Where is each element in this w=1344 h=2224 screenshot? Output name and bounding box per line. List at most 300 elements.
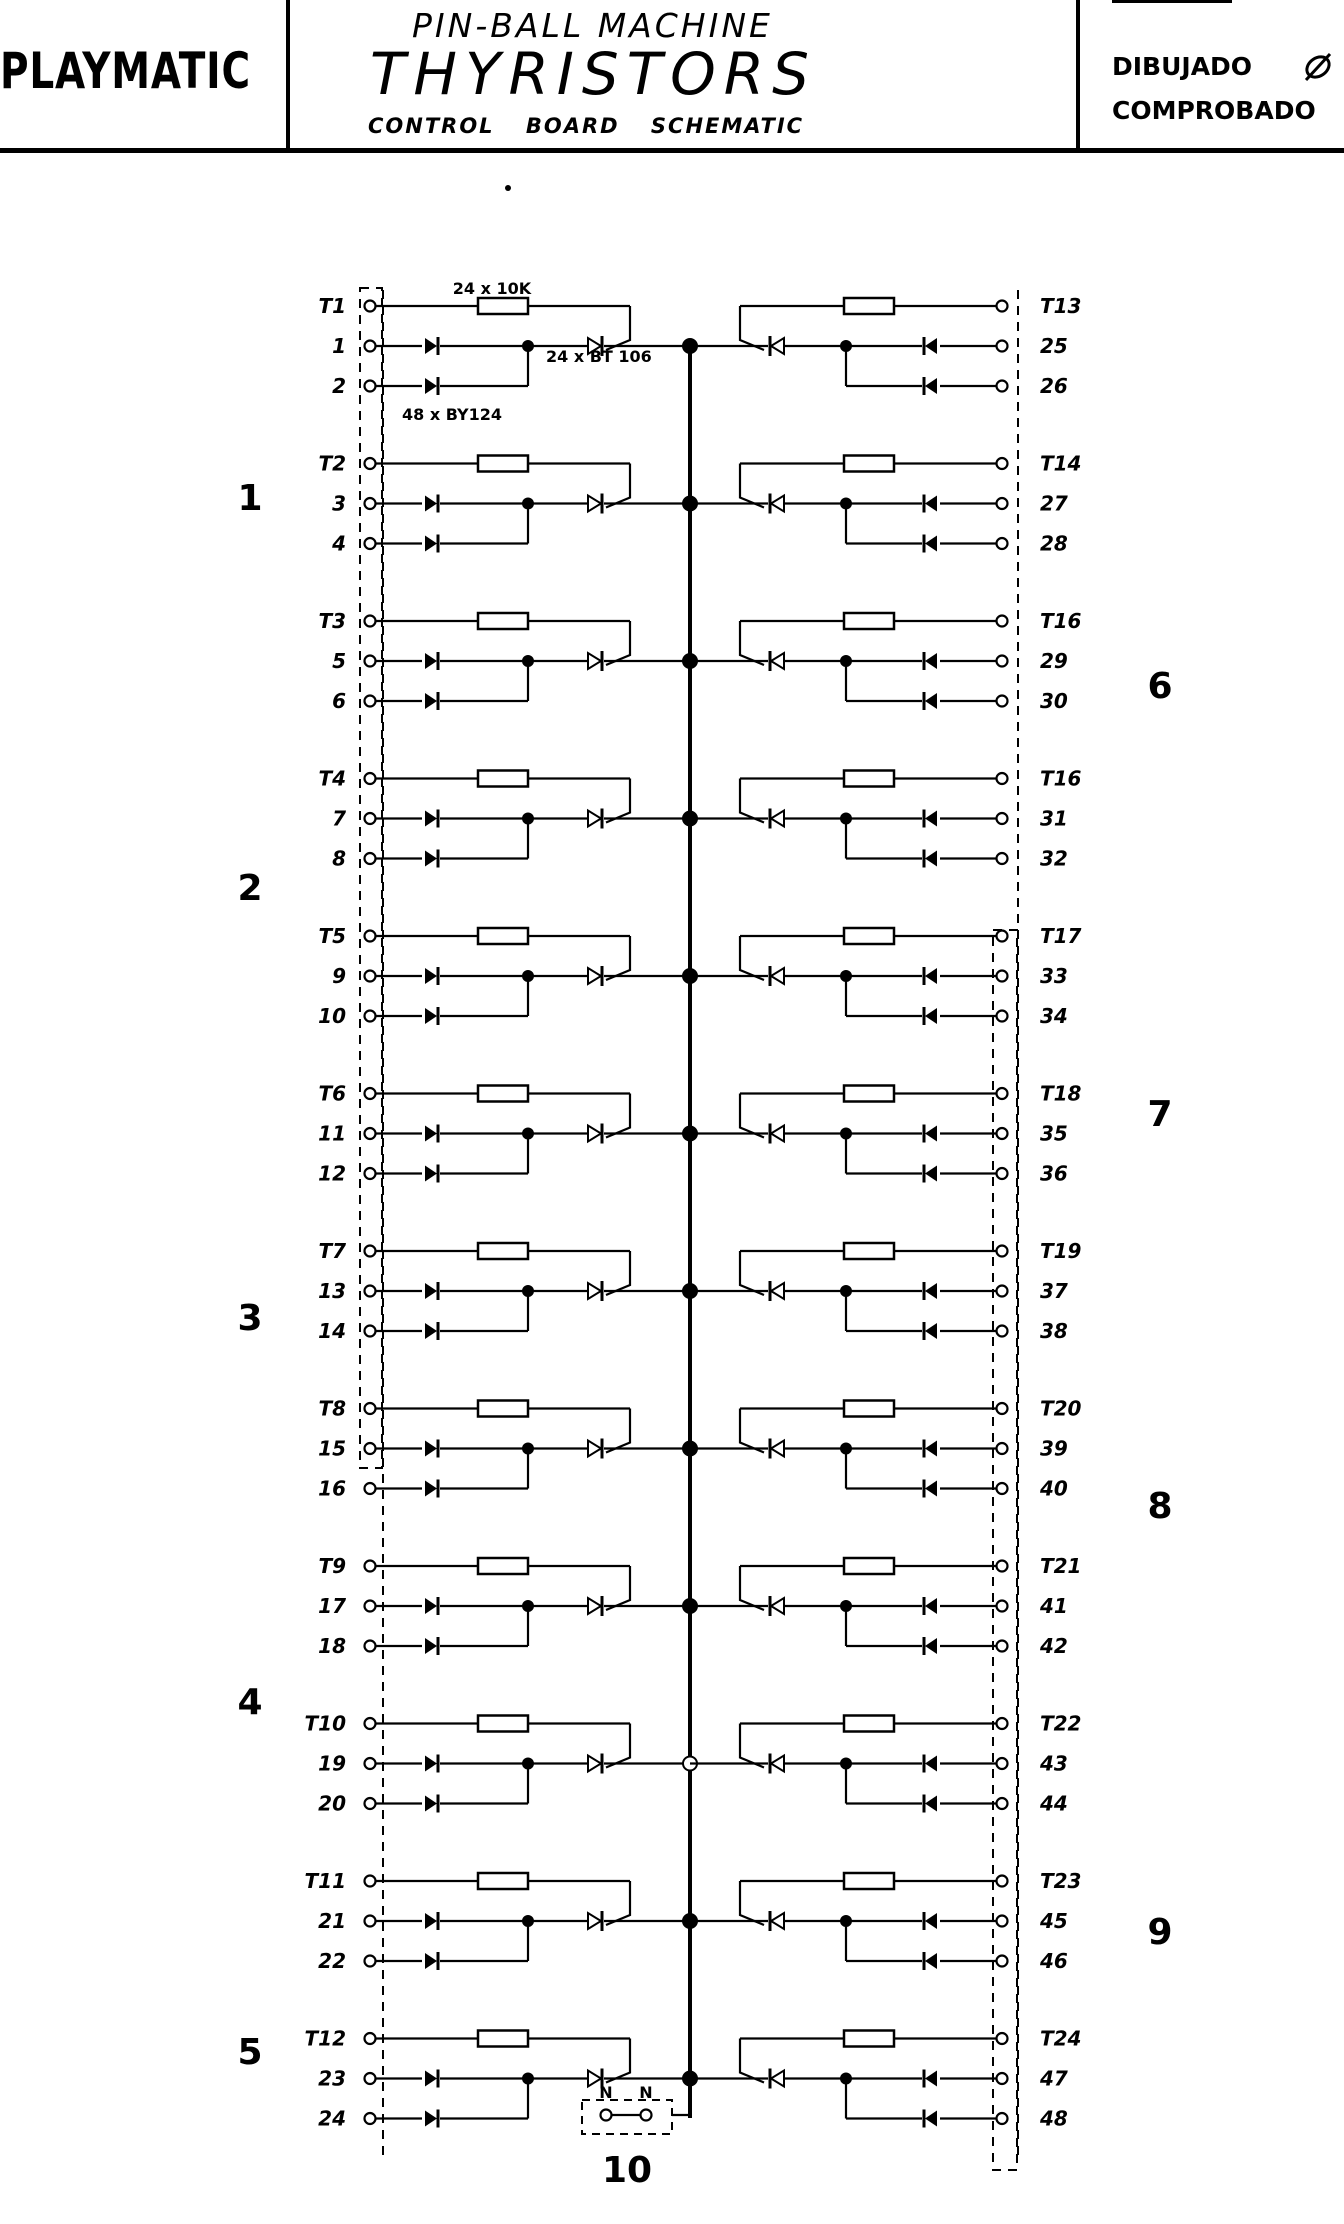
right-channel xyxy=(690,1712,1081,1816)
left-gate-pin-label: T8 xyxy=(318,1396,346,1421)
diode-body xyxy=(925,851,937,867)
input-diode xyxy=(924,337,937,355)
right-terminal xyxy=(997,1443,1008,1454)
thyristor-body xyxy=(771,1126,784,1142)
diode-body xyxy=(925,338,937,354)
right-gate-pin-label: T16 xyxy=(1040,766,1082,791)
left-terminal xyxy=(365,1443,376,1454)
left-terminal xyxy=(365,341,376,352)
right-input-pin-label: 28 xyxy=(1040,531,1068,556)
connector-number: 6 xyxy=(1147,666,1173,707)
gate-resistor xyxy=(478,1401,528,1417)
right-terminal xyxy=(997,381,1008,392)
wire xyxy=(606,1724,630,1768)
wire xyxy=(606,779,630,823)
left-terminal xyxy=(365,1088,376,1099)
input-diode xyxy=(425,652,438,670)
gate-resistor xyxy=(844,1243,894,1259)
left-channel xyxy=(318,294,697,398)
right-input-pin-label: 37 xyxy=(1040,1279,1068,1303)
input-diode xyxy=(425,337,438,355)
bus-to-output-wire xyxy=(672,2100,690,2115)
left-input-pin-label: 4 xyxy=(332,531,346,556)
input-diode xyxy=(425,1912,438,1930)
thyristor xyxy=(770,1439,784,1459)
thyristor-body xyxy=(771,338,784,354)
left-channel xyxy=(305,1712,697,1816)
gate-resistor xyxy=(844,1873,894,1889)
thyristor-body xyxy=(771,1756,784,1772)
left-terminal xyxy=(365,498,376,509)
gate-resistor xyxy=(478,1243,528,1259)
right-gate-pin-label: T22 xyxy=(1040,1711,1082,1736)
gate-resistor xyxy=(844,928,894,944)
company-logo: PLAYMATIC xyxy=(0,42,251,100)
diode-body xyxy=(425,2071,437,2087)
connector-number: 2 xyxy=(237,868,263,909)
left-input-pin-label: 20 xyxy=(318,1791,346,1816)
left-gate-pin-label: T9 xyxy=(318,1554,346,1578)
left-terminal xyxy=(365,813,376,824)
gate-resistor xyxy=(844,298,894,314)
right-channel-group xyxy=(690,294,1082,2131)
diode-body xyxy=(925,496,937,512)
connector-number: 4 xyxy=(237,1682,263,1723)
drawing-subtitle: PIN-BALL MACHINE xyxy=(412,6,773,45)
diode-body xyxy=(425,1953,437,1969)
input-diode xyxy=(924,1007,937,1025)
input-diode xyxy=(425,1597,438,1615)
right-terminal xyxy=(997,498,1008,509)
right-terminal xyxy=(997,2113,1008,2124)
right-gate-pin-label: T19 xyxy=(1040,1239,1082,1263)
diode-body xyxy=(425,693,437,709)
thyristor xyxy=(588,651,602,671)
wire xyxy=(606,1566,630,1610)
input-diode xyxy=(425,1007,438,1025)
diode-body xyxy=(925,1126,937,1142)
right-input-pin-label: 29 xyxy=(1040,649,1068,673)
thyristor xyxy=(770,1754,784,1774)
right-terminal xyxy=(997,1641,1008,1652)
input-diode xyxy=(425,2070,438,2088)
right-gate-pin-label: T21 xyxy=(1040,1554,1082,1578)
title-block-divider-left xyxy=(286,0,290,150)
input-diode xyxy=(924,1282,937,1300)
right-channel xyxy=(690,924,1082,1028)
left-terminal xyxy=(365,1483,376,1494)
diode-body xyxy=(925,1441,937,1457)
left-terminal xyxy=(365,1168,376,1179)
wire xyxy=(740,1094,764,1138)
left-input-pin-label: 3 xyxy=(332,491,346,516)
left-terminal xyxy=(365,1956,376,1967)
right-channel xyxy=(690,294,1081,398)
left-terminal xyxy=(365,1876,376,1887)
input-diode xyxy=(425,1952,438,1970)
diode-body xyxy=(925,811,937,827)
left-channel xyxy=(318,1397,697,1501)
thyristor-body xyxy=(588,1441,601,1457)
left-terminal xyxy=(365,1641,376,1652)
diode-body xyxy=(425,378,437,394)
thyristor xyxy=(770,1596,784,1616)
wire xyxy=(740,936,764,980)
right-input-pin-label: 48 xyxy=(1040,2106,1068,2131)
right-channel xyxy=(690,1554,1081,1658)
right-input-pin-label: 31 xyxy=(1040,806,1068,831)
right-terminal xyxy=(997,971,1008,982)
diode-body xyxy=(425,1008,437,1024)
connector-number: 5 xyxy=(237,2032,263,2073)
left-gate-pin-label: T7 xyxy=(318,1239,346,1263)
input-diode xyxy=(924,1755,937,1773)
drawing-title: THYRISTORS xyxy=(370,40,817,108)
common-bus xyxy=(672,350,690,2118)
diode-body xyxy=(425,1323,437,1339)
left-terminal xyxy=(365,971,376,982)
thyristor xyxy=(588,1124,602,1144)
left-input-pin-label: 16 xyxy=(318,1476,346,1501)
diode-body xyxy=(425,1126,437,1142)
left-input-pin-label: 6 xyxy=(332,689,346,713)
right-input-pin-label: 30 xyxy=(1040,689,1068,713)
gate-resistor xyxy=(844,2031,894,2047)
connector-labels xyxy=(237,478,1172,2191)
diode-body xyxy=(425,2111,437,2127)
input-diode xyxy=(924,1637,937,1655)
diode-body xyxy=(925,968,937,984)
right-channel xyxy=(690,1082,1082,1186)
gate-resistor xyxy=(844,771,894,787)
gate-resistor xyxy=(844,456,894,472)
right-input-pin-label: 36 xyxy=(1040,1161,1068,1186)
thyristor-body xyxy=(588,1598,601,1614)
input-diode xyxy=(425,535,438,553)
input-diode xyxy=(924,2110,937,2128)
left-channel xyxy=(305,1869,697,1973)
diode-body xyxy=(425,496,437,512)
input-diode xyxy=(425,967,438,985)
left-input-pin-label: 23 xyxy=(318,2066,346,2091)
left-input-pin-label: 7 xyxy=(332,806,346,831)
left-channel xyxy=(318,1554,697,1658)
diode-body xyxy=(925,1953,937,1969)
left-gate-pin-label: T10 xyxy=(304,1711,346,1736)
wire xyxy=(740,1409,764,1453)
right-terminal xyxy=(997,538,1008,549)
right-terminal xyxy=(997,1956,1008,1967)
left-input-pin-label: 18 xyxy=(318,1634,346,1658)
output-terminal xyxy=(601,2110,612,2121)
stray-mark xyxy=(505,185,511,191)
right-gate-pin-label: T20 xyxy=(1040,1396,1082,1421)
right-gate-pin-label: T13 xyxy=(1040,294,1082,318)
diode-body xyxy=(925,1913,937,1929)
right-input-pin-label: 40 xyxy=(1040,1476,1068,1501)
diode-body xyxy=(925,1166,937,1182)
wire xyxy=(740,1724,764,1768)
right-terminal xyxy=(997,1601,1008,1612)
output-connector-outline xyxy=(582,2100,672,2134)
input-diode xyxy=(425,377,438,395)
right-input-pin-label: 43 xyxy=(1040,1751,1068,1776)
left-terminal xyxy=(365,1916,376,1927)
thyristor xyxy=(588,1754,602,1774)
diode-body xyxy=(425,1913,437,1929)
diode-body xyxy=(425,811,437,827)
right-terminal xyxy=(997,458,1008,469)
gate-resistor xyxy=(478,613,528,629)
gate-resistor xyxy=(478,2031,528,2047)
left-channel xyxy=(318,609,697,713)
right-terminal xyxy=(997,1128,1008,1139)
right-terminal xyxy=(997,696,1008,707)
diode-body xyxy=(425,1441,437,1457)
thyristor-body xyxy=(771,1441,784,1457)
connector-number: 7 xyxy=(1147,1094,1173,1135)
wire xyxy=(740,1251,764,1295)
diode-body xyxy=(425,968,437,984)
left-terminal xyxy=(365,773,376,784)
left-gate-pin-label: T3 xyxy=(318,609,346,633)
wire xyxy=(740,1881,764,1925)
left-terminal xyxy=(365,301,376,312)
diode-body xyxy=(925,653,937,669)
left-channel xyxy=(318,1239,697,1343)
right-channel xyxy=(690,767,1082,871)
right-input-pin-label: 35 xyxy=(1040,1121,1068,1146)
output-connector-number: 10 xyxy=(601,2150,653,2191)
right-terminal xyxy=(997,1246,1008,1257)
right-terminal xyxy=(997,2033,1008,2044)
diode-body xyxy=(425,1166,437,1182)
left-input-pin-label: 11 xyxy=(318,1121,346,1146)
diode-body xyxy=(425,851,437,867)
connector-number: 8 xyxy=(1147,1486,1173,1527)
gate-resistor xyxy=(844,1558,894,1574)
right-terminal xyxy=(997,1168,1008,1179)
thyristor-body xyxy=(588,968,601,984)
left-input-pin-label: 15 xyxy=(318,1436,346,1461)
right-terminal xyxy=(997,1798,1008,1809)
gate-resistor xyxy=(844,1716,894,1732)
diode-body xyxy=(925,693,937,709)
input-diode xyxy=(425,1125,438,1143)
input-diode xyxy=(924,850,937,868)
diode-body xyxy=(925,1008,937,1024)
left-terminal xyxy=(365,2033,376,2044)
left-gate-pin-label: T4 xyxy=(318,766,346,791)
diode-body xyxy=(425,1796,437,1812)
thyristor-body xyxy=(771,653,784,669)
left-terminal xyxy=(365,853,376,864)
right-gate-pin-label: T23 xyxy=(1040,1869,1082,1893)
diode-body xyxy=(925,2071,937,2087)
left-gate-pin-label: T5 xyxy=(318,924,346,948)
input-diode xyxy=(924,652,937,670)
input-diode xyxy=(924,692,937,710)
wire xyxy=(606,2039,630,2083)
input-diode xyxy=(924,1322,937,1340)
input-diode xyxy=(924,1952,937,1970)
thyristor-body xyxy=(588,811,601,827)
thyristor-body xyxy=(588,496,601,512)
right-terminal xyxy=(997,1286,1008,1297)
left-input-pin-label: 22 xyxy=(318,1949,346,1973)
right-gate-pin-label: T24 xyxy=(1040,2026,1082,2051)
left-input-pin-label: 12 xyxy=(318,1161,346,1186)
wire xyxy=(606,306,630,350)
output-terminal xyxy=(641,2110,652,2121)
right-terminal xyxy=(997,1326,1008,1337)
left-terminal xyxy=(365,458,376,469)
left-input-pin-label: 1 xyxy=(332,334,346,358)
output-pin-label: N xyxy=(599,2083,613,2102)
input-diode xyxy=(425,2110,438,2128)
left-terminal xyxy=(365,1718,376,1729)
right-input-pin-label: 42 xyxy=(1040,1634,1068,1658)
thyristor-body xyxy=(588,1913,601,1929)
left-channel-group xyxy=(305,294,697,2131)
left-input-pin-label: 9 xyxy=(332,964,346,988)
thyristor-body xyxy=(588,653,601,669)
left-terminal xyxy=(365,1798,376,1809)
right-channel xyxy=(690,1239,1082,1343)
right-terminal xyxy=(997,1561,1008,1572)
gate-resistor xyxy=(478,1086,528,1102)
thyristor xyxy=(588,1911,602,1931)
left-terminal xyxy=(365,1246,376,1257)
left-terminal xyxy=(365,2113,376,2124)
output-pin-label: N xyxy=(639,2083,653,2102)
input-diode xyxy=(924,1480,937,1498)
left-channel xyxy=(318,767,697,871)
gate-resistor xyxy=(478,928,528,944)
input-diode xyxy=(924,1912,937,1930)
right-terminal xyxy=(997,301,1008,312)
left-terminal xyxy=(365,538,376,549)
left-terminal xyxy=(365,1128,376,1139)
diode-body xyxy=(925,1481,937,1497)
diode-body xyxy=(925,1638,937,1654)
left-channel xyxy=(318,452,697,556)
left-gate-pin-label: T6 xyxy=(318,1081,346,1106)
right-terminal xyxy=(997,341,1008,352)
connector-number: 3 xyxy=(237,1298,263,1339)
left-terminal xyxy=(365,656,376,667)
left-input-pin-label: 2 xyxy=(332,374,346,398)
diode-body xyxy=(925,1323,937,1339)
right-channel xyxy=(690,2027,1081,2131)
right-terminal xyxy=(997,656,1008,667)
left-terminal xyxy=(365,931,376,942)
left-channel xyxy=(318,1082,697,1186)
left-terminal xyxy=(365,616,376,627)
drawing-caption: CONTROL BOARD SCHEMATIC xyxy=(368,114,805,138)
input-diode xyxy=(425,1440,438,1458)
right-terminal xyxy=(997,1916,1008,1927)
wire xyxy=(606,936,630,980)
wire xyxy=(740,1566,764,1610)
right-terminal xyxy=(997,813,1008,824)
diode-body xyxy=(925,378,937,394)
diode-body xyxy=(925,1796,937,1812)
right-gate-pin-label: T14 xyxy=(1040,451,1082,476)
thyristor-body xyxy=(588,1126,601,1142)
wire xyxy=(740,779,764,823)
diode-body xyxy=(425,653,437,669)
gate-resistor xyxy=(478,298,528,314)
right-channel xyxy=(690,452,1081,556)
left-input-pin-label: 10 xyxy=(318,1004,346,1028)
wire xyxy=(740,464,764,508)
left-gate-pin-label: T2 xyxy=(318,451,346,476)
input-diode xyxy=(924,1165,937,1183)
input-diode xyxy=(425,810,438,828)
gate-resistor xyxy=(478,1716,528,1732)
wire xyxy=(606,1094,630,1138)
thyristor xyxy=(770,1124,784,1144)
input-diode xyxy=(924,2070,937,2088)
input-diode xyxy=(924,1597,937,1615)
input-diode xyxy=(924,377,937,395)
thyristor xyxy=(770,336,784,356)
diode-body xyxy=(425,536,437,552)
diode-body xyxy=(425,338,437,354)
left-terminal xyxy=(365,1403,376,1414)
left-input-pin-label: 21 xyxy=(318,1909,346,1933)
right-channel xyxy=(690,1397,1082,1501)
right-input-pin-label: 44 xyxy=(1040,1791,1068,1816)
input-diode xyxy=(425,850,438,868)
diode-body xyxy=(425,1481,437,1497)
left-input-pin-label: 5 xyxy=(332,649,346,673)
input-diode xyxy=(924,1795,937,1813)
gate-resistor xyxy=(844,1086,894,1102)
thyristor-body xyxy=(771,1598,784,1614)
input-diode xyxy=(425,1480,438,1498)
left-channel xyxy=(318,924,697,1028)
thyristor xyxy=(770,1281,784,1301)
thyristor xyxy=(770,651,784,671)
thyristor xyxy=(770,1911,784,1931)
thyristor xyxy=(588,809,602,829)
input-diode xyxy=(924,967,937,985)
thyristor-body xyxy=(771,811,784,827)
left-input-pin-label: 24 xyxy=(318,2106,346,2131)
gate-resistor xyxy=(478,456,528,472)
thyristor-body xyxy=(771,968,784,984)
right-input-pin-label: 33 xyxy=(1040,964,1068,988)
gate-resistor xyxy=(844,613,894,629)
input-diode xyxy=(924,535,937,553)
right-terminal xyxy=(997,853,1008,864)
right-input-pin-label: 27 xyxy=(1040,491,1068,516)
right-terminal xyxy=(997,1088,1008,1099)
wire xyxy=(740,306,764,350)
wire xyxy=(606,1409,630,1453)
input-diode xyxy=(924,810,937,828)
right-terminal xyxy=(997,773,1008,784)
thyristor-body xyxy=(588,1283,601,1299)
right-terminal xyxy=(997,1403,1008,1414)
right-channel xyxy=(690,1869,1081,1973)
diode-body xyxy=(425,1756,437,1772)
connector-number: 9 xyxy=(1147,1912,1173,1953)
left-terminal xyxy=(365,381,376,392)
input-diode xyxy=(425,1322,438,1340)
